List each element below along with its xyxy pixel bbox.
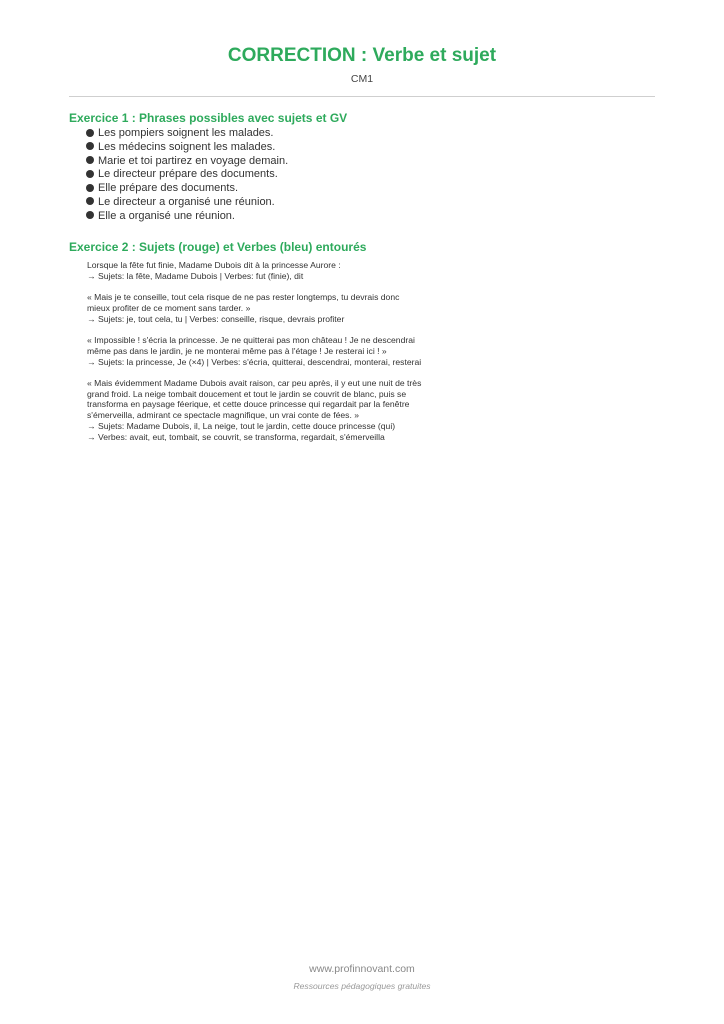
- bullet-icon: [86, 156, 94, 164]
- list-item: [86, 127, 288, 141]
- list-item-text: Le directeur prépare des documents.: [98, 168, 278, 181]
- exercise-1-title: Exercice 1 : Phrases possibles avec sujets et GV: [69, 111, 348, 125]
- list-item-text: Le directeur a organisé une réunion.: [98, 195, 275, 208]
- text-line: s'émerveilla, admirant ce spectacle magnifique, un vrai conte de fées. »: [87, 410, 360, 421]
- footer-url: www.profinnovant.com: [309, 963, 415, 975]
- exercise-2-title: Exercice 2 : Sujets (rouge) et Verbes (bleu) entourés: [69, 240, 367, 254]
- text-line: « Mais évidemment Madame Dubois avait raison, car peu après, il y eut une nuit de très: [87, 377, 422, 388]
- text-line: transforma en paysage féerique, et cette douce princesse qui regardait par la fenêtre: [87, 399, 410, 410]
- bullet-icon: [86, 142, 94, 150]
- header-divider: [69, 96, 655, 97]
- list-item-text: Les pompiers soignent les malades.: [98, 127, 274, 139]
- exercise-2-paragraph: [87, 335, 487, 367]
- text-line: Lorsque la fête fut finie, Madame Dubois dit à la princesse Aurore :: [87, 260, 341, 270]
- list-item-text: Elle prépare des documents.: [98, 182, 239, 195]
- page-title: CORRECTION : Verbe et sujet: [227, 45, 497, 66]
- bullet-icon: [86, 184, 94, 192]
- list-item: [86, 141, 288, 155]
- bullet-icon: [86, 170, 94, 178]
- list-item: [86, 182, 288, 196]
- text-line: même pas dans le jardin, je ne monterai même pas à l'étage ! Je resterai ici ! »: [87, 345, 387, 356]
- text-line: mieux profiter de ce moment sans tarder. »: [87, 302, 251, 313]
- exercise-1-list: [86, 127, 288, 224]
- text-line: « Mais je te conseille, tout cela risque de ne pas rester longtemps, tu devrais donc: [87, 292, 400, 303]
- exercise-2-paragraph: [87, 378, 487, 443]
- answer-line: → Verbes: avait, eut, tombait, se couvrit, se transforma, regardait, s'émerveilla: [87, 431, 385, 442]
- answer-line: → Sujets: je, tout cela, tu | Verbes: conseille, risque, devrais profiter: [87, 313, 345, 324]
- exercise-2-paragraph: [87, 292, 487, 324]
- list-item-text: Marie et toi partirez en voyage demain.: [98, 154, 289, 167]
- bullet-icon: [86, 197, 94, 205]
- list-item: [86, 155, 288, 169]
- bullet-icon: [86, 129, 94, 137]
- answer-line: → Sujets: la princesse, Je (×4) | Verbes: s'écria, quitterai, descendrai, monterai, resterai: [87, 356, 422, 367]
- list-item-text: Elle a organisé une réunion.: [98, 209, 235, 222]
- answer-line: → Sujets: la fête, Madame Dubois | Verbes: fut (finie), dit: [87, 270, 304, 281]
- list-item: [86, 196, 288, 210]
- level-subtitle: CM1: [350, 73, 374, 85]
- text-line: grand froid. La neige tombait doucement et tout le jardin se couvrit de blanc, puis se: [87, 388, 407, 399]
- bullet-icon: [86, 211, 94, 219]
- list-item: [86, 210, 288, 224]
- list-item: [86, 168, 288, 182]
- answer-line: → Sujets: Madame Dubois, il, La neige, tout le jardin, cette douce princesse (qui): [87, 421, 396, 432]
- footer-tagline: Ressources pédagogiques gratuites: [293, 981, 431, 991]
- exercise-2-paragraph: [87, 260, 487, 282]
- text-line: « Impossible ! s'écria la princesse. Je ne quitterai pas mon château ! Je ne descendrai: [87, 334, 415, 345]
- list-item-text: Les médecins soignent les malades.: [98, 140, 276, 153]
- exercise-2-body: [87, 260, 487, 453]
